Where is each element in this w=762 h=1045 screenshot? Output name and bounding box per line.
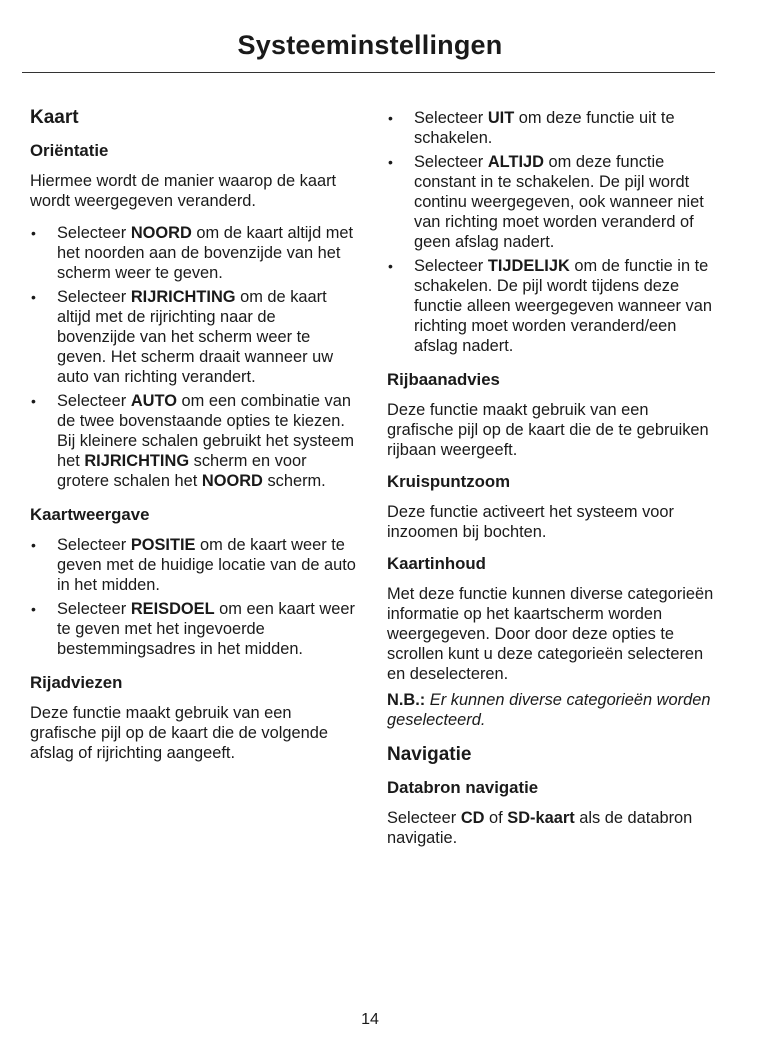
orientatie-list bbox=[30, 223, 356, 491]
page-title: Systeeminstellingen bbox=[237, 30, 503, 60]
list-item: • Selecteer RIJRICHTING om de kaart altijd met de rijrichting naar de bovenzijde van het scherm weer te geven. Het scherm draait wanneer uw auto van richting verandert. bbox=[30, 287, 356, 387]
kruispuntzoom-heading: Kruispuntzoom bbox=[387, 472, 511, 491]
rijadviezen-text: Deze functie maakt gebruik van een grafische pijl op de kaart die de volgende afslag of rijrichting aangeeft. bbox=[30, 704, 328, 762]
databron-text: Selecteer CD of SD-kaart als de databron navigatie. bbox=[387, 809, 693, 847]
list-item: • Selecteer UIT om deze functie uit te schakelen. bbox=[387, 108, 715, 148]
list-item: • Selecteer POSITIE om de kaart weer te geven met de huidige locatie van de auto in het midden. bbox=[30, 535, 356, 595]
left-column bbox=[30, 100, 356, 775]
rijadviezen-options-list bbox=[387, 108, 715, 356]
right-column bbox=[387, 100, 715, 860]
list-item: • Selecteer ALTIJD om deze functie constant in te schakelen. De pijl wordt continu weergegeven, ook wanneer niet van richting moet worden veranderd of geen afslag nadert. bbox=[387, 152, 715, 252]
note-text: Er kunnen diverse categorieën worden geselecteerd. bbox=[387, 691, 711, 729]
rijadviezen-heading: Rijadviezen bbox=[30, 673, 123, 692]
list-item: • Selecteer NOORD om de kaart altijd met het noorden aan de bovenzijde van het scherm weer te geven. bbox=[30, 223, 356, 283]
kaartweergave-heading: Kaartweergave bbox=[30, 505, 150, 524]
note bbox=[387, 690, 715, 730]
kaartinhoud-heading: Kaartinhoud bbox=[387, 554, 486, 573]
databron-heading: Databron navigatie bbox=[387, 778, 539, 797]
note-label: N.B.: bbox=[387, 691, 426, 709]
kaart-heading: Kaart bbox=[30, 107, 79, 128]
list-item: • Selecteer TIJDELIJK om de functie in te schakelen. De pijl wordt tijdens deze functie alleen weergegeven wanneer van richting moet worden veranderd/een afslag nadert. bbox=[387, 256, 715, 356]
rijbaanadvies-heading: Rijbaanadvies bbox=[387, 370, 500, 389]
list-item: • Selecteer REISDOEL om een kaart weer te geven met het ingevoerde bestemmingsadres in het midden. bbox=[30, 599, 356, 659]
rijbaanadvies-text: Deze functie maakt gebruik van een grafische pijl op de kaart die de te gebruiken rijbaan weergeeft. bbox=[387, 401, 709, 459]
list-item: • Selecteer AUTO om een combinatie van de twee bovenstaande opties te kiezen. Bij kleinere schalen gebruikt het systeem het RIJRICHTING scherm en voor grotere schalen het NOORD scherm. bbox=[30, 391, 356, 491]
title-divider bbox=[22, 72, 715, 73]
kaartweergave-list bbox=[30, 535, 356, 659]
orientatie-heading: Oriëntatie bbox=[30, 141, 109, 160]
page-number: 14 bbox=[361, 1011, 379, 1028]
kaartinhoud-text: Met deze functie kunnen diverse categorieën informatie op het kaartscherm worden weergegeven. Door door deze opties te scrollen kunt u deze categorieën selecteren en deselecteren. bbox=[387, 585, 714, 683]
navigatie-heading: Navigatie bbox=[387, 744, 472, 765]
kruispuntzoom-text: Deze functie activeert het systeem voor inzoomen bij bochten. bbox=[387, 503, 674, 541]
orientatie-text: Hiermee wordt de manier waarop de kaart wordt weergegeven veranderd. bbox=[30, 172, 337, 210]
